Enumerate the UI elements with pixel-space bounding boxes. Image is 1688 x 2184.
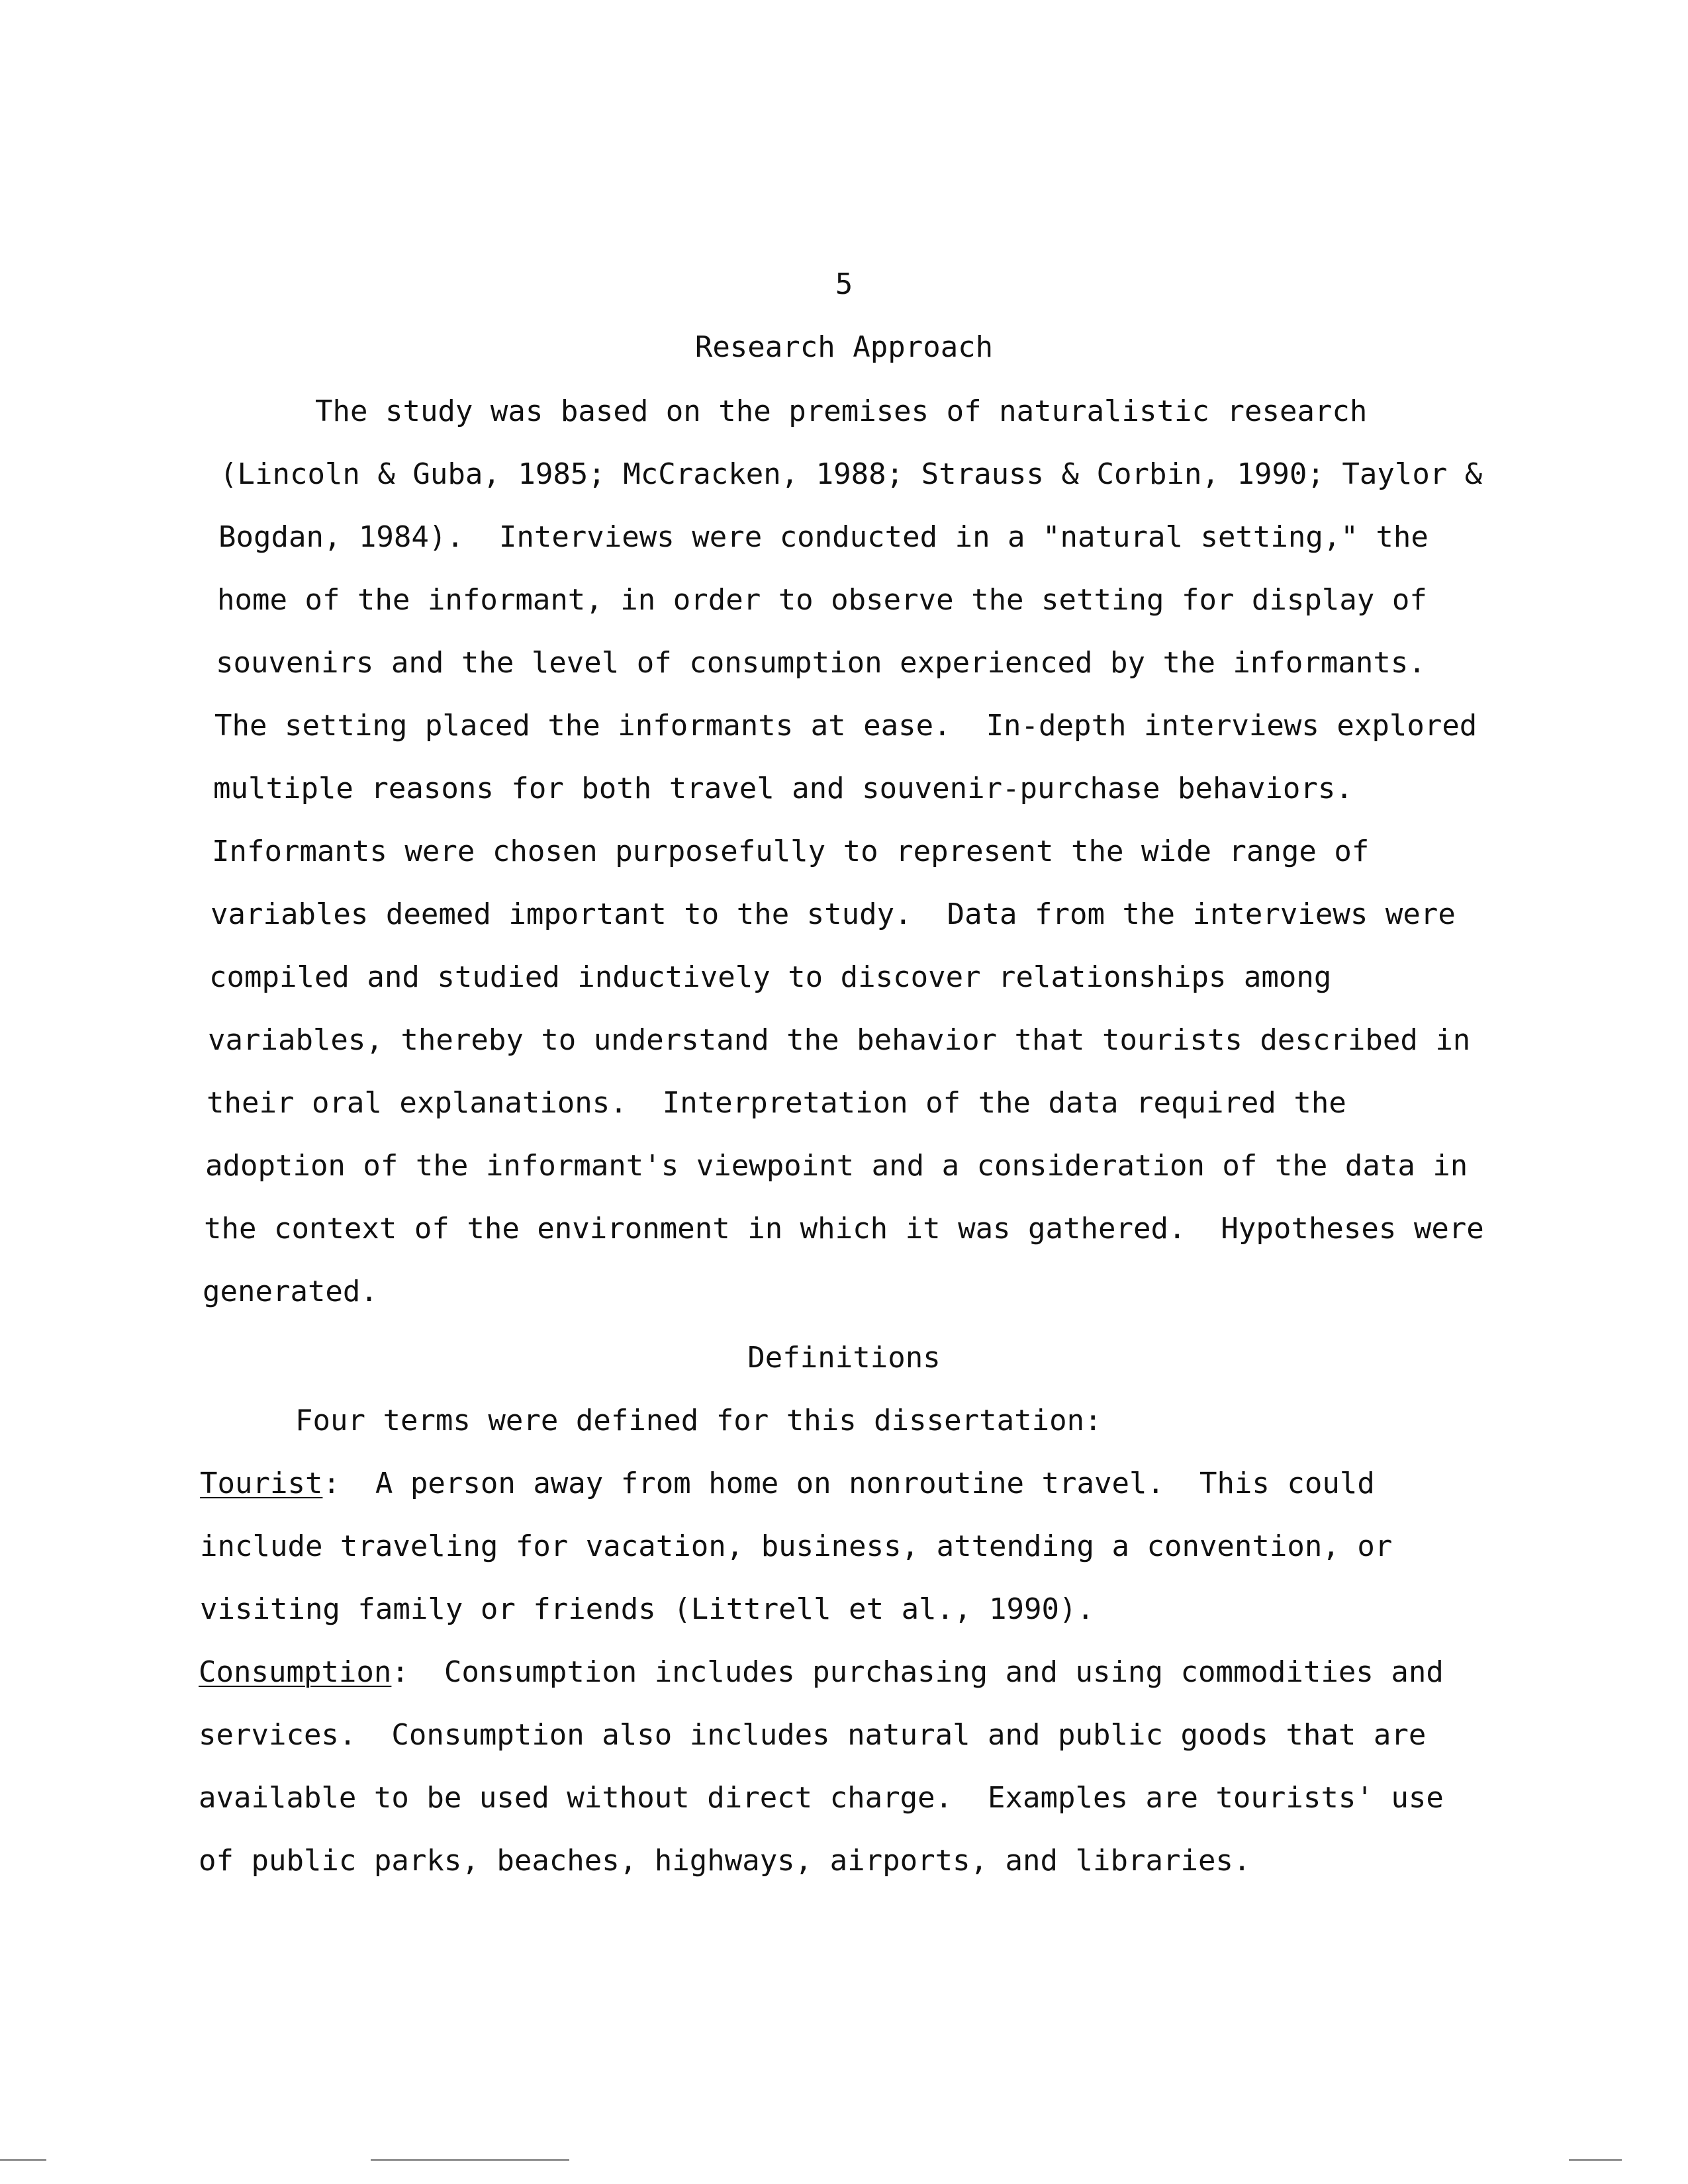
paragraph-line: Informants were chosen purposefully to represent the wide range of: [212, 835, 1370, 868]
definition-line: visiting family or friends (Littrell et al., 1990).: [200, 1592, 1095, 1626]
definitions-intro: Four terms were defined for this dissertation:: [295, 1404, 1102, 1437]
scan-artifact: [371, 2159, 569, 2161]
paragraph-line: compiled and studied inductively to discover relationships among: [209, 960, 1332, 994]
definition-line: of public parks, beaches, highways, airports, and libraries.: [199, 1844, 1251, 1878]
paragraph-line: adoption of the informant's viewpoint and a consideration of the data in: [205, 1149, 1468, 1183]
paragraph-line: The study was based on the premises of naturalistic research: [315, 394, 1368, 428]
paragraph-line: variables, thereby to understand the behavior that tourists described in: [208, 1023, 1471, 1057]
scan-artifact: [1569, 2159, 1622, 2161]
paragraph-line: generated.: [203, 1275, 378, 1308]
section-heading-definitions: Definitions: [747, 1341, 941, 1375]
page-number: 5: [835, 267, 853, 301]
paragraph-line: the context of the environment in which it was gathered. Hypotheses were: [204, 1212, 1484, 1246]
paragraph-line: their oral explanations. Interpretation of the data required the: [207, 1086, 1346, 1120]
paragraph-line: The setting placed the informants at ease. In-depth interviews explored: [214, 709, 1477, 743]
term-tourist: Tourist: [200, 1467, 323, 1500]
definition-text: : Consumption includes purchasing and using commodities and: [391, 1655, 1444, 1689]
paragraph-line: Bogdan, 1984). Interviews were conducted in a "natural setting," the: [218, 520, 1429, 554]
definition-line: services. Consumption also includes natural and public goods that are: [199, 1718, 1427, 1752]
scan-artifact: [0, 2159, 46, 2161]
definition-line: [199, 1653, 1444, 1692]
term-consumption: Consumption: [199, 1655, 392, 1689]
paragraph-line: variables deemed important to the study. Data from the interviews were: [211, 897, 1456, 931]
paragraph-line: home of the informant, in order to observe the setting for display of: [217, 583, 1427, 617]
definition-text: : A person away from home on nonroutine travel. This could: [322, 1467, 1375, 1500]
paragraph-line: (Lincoln & Guba, 1985; McCracken, 1988; Strauss & Corbin, 1990; Taylor &: [220, 457, 1483, 491]
definition-line: [200, 1464, 1375, 1504]
paragraph-line: souvenirs and the level of consumption experienced by the informants.: [216, 646, 1426, 680]
definition-line: include traveling for vacation, business, attending a convention, or: [200, 1529, 1393, 1563]
section-heading-research-approach: Research Approach: [694, 330, 994, 364]
definition-line: available to be used without direct charge. Examples are tourists' use: [199, 1781, 1444, 1815]
paragraph-line: multiple reasons for both travel and souvenir-purchase behaviors.: [213, 772, 1353, 805]
